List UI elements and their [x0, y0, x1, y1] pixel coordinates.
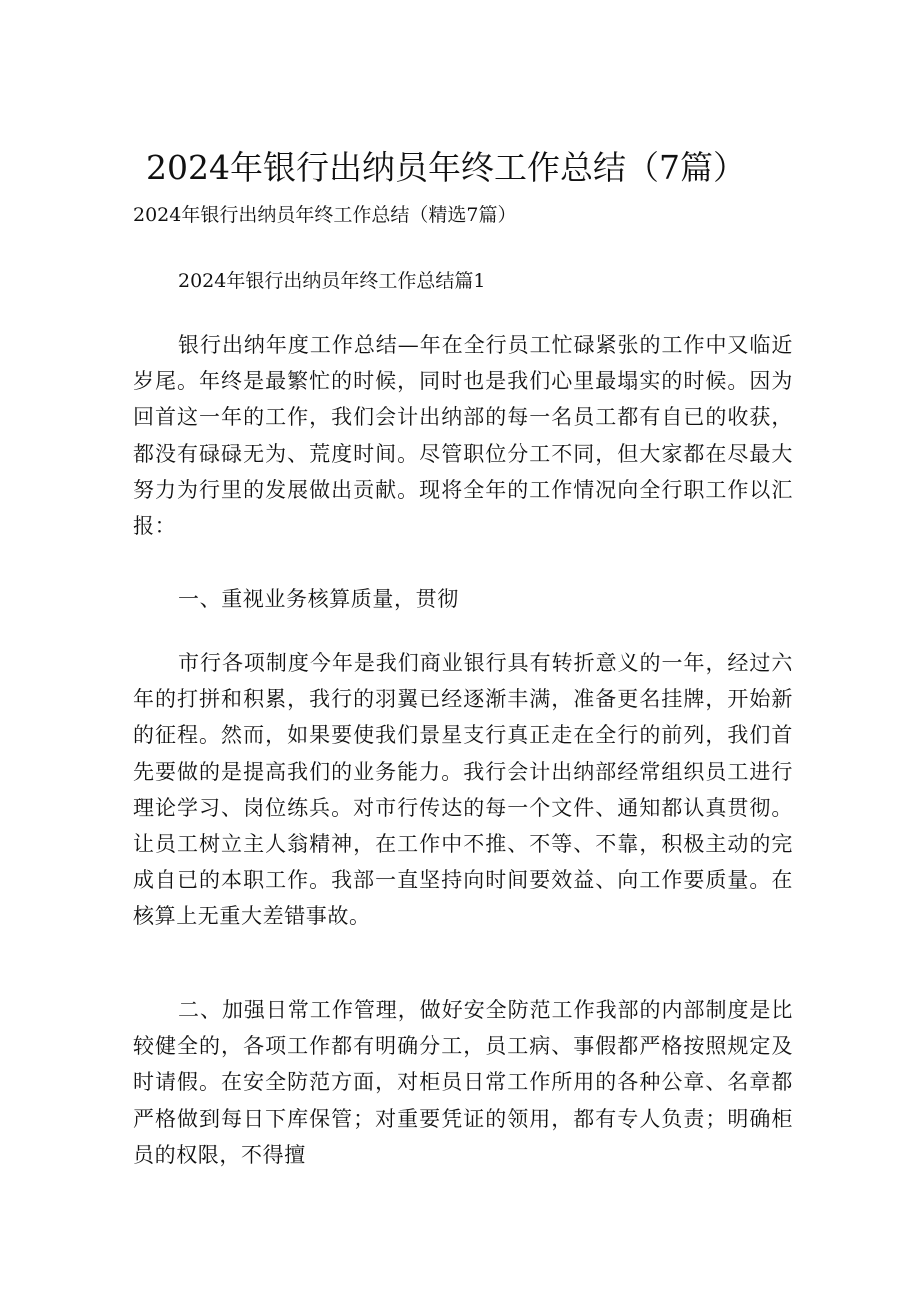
section-heading-1: 一、重视业务核算质量，贯彻 [178, 587, 459, 611]
paragraph-business-quality: 市行各项制度今年是我们商业银行具有转折意义的一年，经过六年的打拼和积累，我行的羽翼已经逐渐丰满，准备更名挂牌，开始新的征程。然而，如果要使我们景星支行真正走在全行的前列，我们首先要做的是提高我们的业务能力。我行会计出纳部经常组织员工进行理论学习、岗位练兵。对市行传达的每一个文件、通知都认真贯彻。让员工树立主人翁精神，在工作中不推、不等、不靠，积极主动的完成自已的本职工作。我部一直坚持向时间要效益、向工作要质量。在核算上无重大差错事故。 [133, 651, 793, 929]
paragraph-intro: 银行出纳年度工作总结—年在全行员工忙碌紧张的工作中又临近岁尾。年终是最繁忙的时候，同时也是我们心里最塌实的时候。因为回首这一年的工作，我们会计出纳部的每一名员工都有自已的收获，都没有碌碌无为、荒度时间。尽管职位分工不同，但大家都在尽最大努力为行里的发展做出贡献。现将全年的工作情况向全行职工作以汇报： [133, 333, 793, 539]
paragraph-daily-management: 二、加强日常工作管理，做好安全防范工作我部的内部制度是比较健全的，各项工作都有明确分工，员工病、事假都严格按照规定及时请假。在安全防范方面，对柜员日常工作所用的各种公章、名章都严格做到每日下库保管；对重要凭证的领用，都有专人负责；明确柜员的权限，不得擅 [133, 998, 793, 1167]
section-title: 2024年银行出纳员年终工作总结篇1 [178, 270, 486, 292]
document-subtitle: 2024年银行出纳员年终工作总结（精选7篇） [133, 204, 517, 226]
document-title: 2024年银行出纳员年终工作总结（7篇） [146, 148, 746, 187]
